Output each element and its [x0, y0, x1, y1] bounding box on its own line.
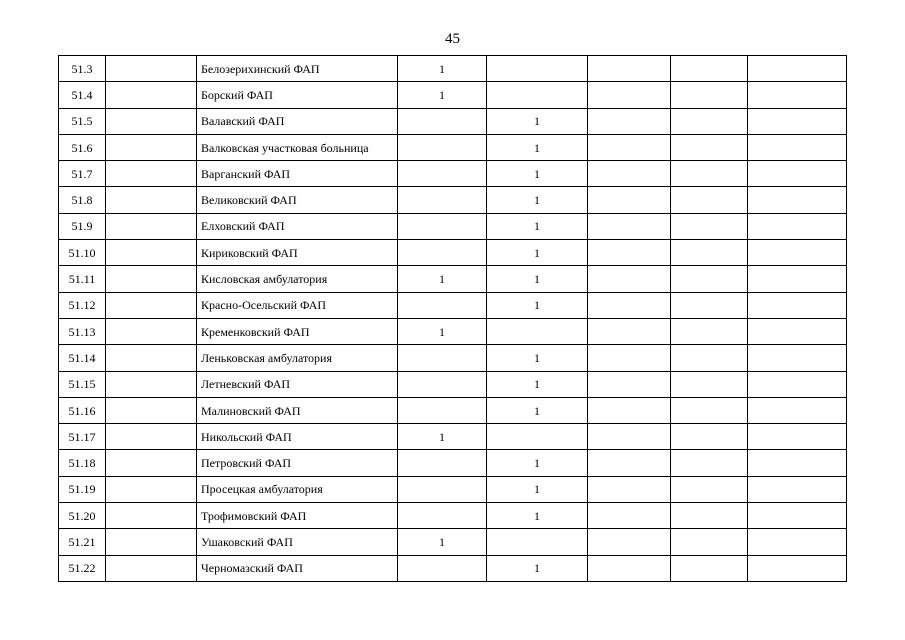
- row-number-cell: 51.21: [59, 529, 106, 555]
- table-row: [59, 187, 847, 213]
- empty-cell-col8: [748, 187, 847, 213]
- count-cell-col4: 1: [398, 318, 487, 344]
- empty-cell-col8: [748, 503, 847, 529]
- table-row: [59, 424, 847, 450]
- empty-cell-col8: [748, 266, 847, 292]
- facilities-table-container: [58, 55, 847, 582]
- empty-cell-col2: [106, 266, 197, 292]
- count-cell-col5: [487, 424, 588, 450]
- empty-cell-col7: [671, 529, 748, 555]
- empty-cell-col8: [748, 450, 847, 476]
- facility-name-cell: Черномазский ФАП: [197, 555, 398, 581]
- empty-cell-col7: [671, 476, 748, 502]
- empty-cell-col6: [588, 371, 671, 397]
- table-row: [59, 318, 847, 344]
- empty-cell-col8: [748, 424, 847, 450]
- empty-cell-col7: [671, 555, 748, 581]
- facility-name-cell: Великовский ФАП: [197, 187, 398, 213]
- facility-name-cell: Просецкая амбулатория: [197, 476, 398, 502]
- table-row: [59, 108, 847, 134]
- count-cell-col5: 1: [487, 213, 588, 239]
- table-row: [59, 503, 847, 529]
- count-cell-col4: [398, 187, 487, 213]
- facility-name-cell: Белозерихинский ФАП: [197, 56, 398, 82]
- count-cell-col4: [398, 161, 487, 187]
- count-cell-col5: 1: [487, 240, 588, 266]
- empty-cell-col7: [671, 187, 748, 213]
- empty-cell-col2: [106, 56, 197, 82]
- empty-cell-col8: [748, 292, 847, 318]
- count-cell-col5: [487, 56, 588, 82]
- empty-cell-col2: [106, 371, 197, 397]
- empty-cell-col2: [106, 292, 197, 318]
- count-cell-col5: [487, 318, 588, 344]
- empty-cell-col6: [588, 397, 671, 423]
- row-number-cell: 51.22: [59, 555, 106, 581]
- empty-cell-col8: [748, 345, 847, 371]
- empty-cell-col7: [671, 345, 748, 371]
- table-body: [59, 56, 847, 582]
- table-row: [59, 476, 847, 502]
- empty-cell-col6: [588, 82, 671, 108]
- empty-cell-col7: [671, 213, 748, 239]
- facility-name-cell: Кременковский ФАП: [197, 318, 398, 344]
- table-row: [59, 345, 847, 371]
- row-number-cell: 51.12: [59, 292, 106, 318]
- empty-cell-col2: [106, 213, 197, 239]
- empty-cell-col2: [106, 503, 197, 529]
- count-cell-col5: [487, 82, 588, 108]
- empty-cell-col7: [671, 56, 748, 82]
- empty-cell-col6: [588, 555, 671, 581]
- row-number-cell: 51.14: [59, 345, 106, 371]
- count-cell-col5: 1: [487, 555, 588, 581]
- row-number-cell: 51.13: [59, 318, 106, 344]
- empty-cell-col8: [748, 397, 847, 423]
- count-cell-col4: [398, 476, 487, 502]
- facility-name-cell: Борский ФАП: [197, 82, 398, 108]
- count-cell-col4: [398, 371, 487, 397]
- facility-name-cell: Леньковская амбулатория: [197, 345, 398, 371]
- row-number-cell: 51.19: [59, 476, 106, 502]
- facility-name-cell: Красно-Осельский ФАП: [197, 292, 398, 318]
- facility-name-cell: Малиновский ФАП: [197, 397, 398, 423]
- row-number-cell: 51.15: [59, 371, 106, 397]
- facility-name-cell: Ушаковский ФАП: [197, 529, 398, 555]
- empty-cell-col6: [588, 345, 671, 371]
- empty-cell-col2: [106, 555, 197, 581]
- empty-cell-col7: [671, 503, 748, 529]
- row-number-cell: 51.17: [59, 424, 106, 450]
- empty-cell-col2: [106, 529, 197, 555]
- table-row: [59, 134, 847, 160]
- count-cell-col4: [398, 134, 487, 160]
- table-row: [59, 555, 847, 581]
- empty-cell-col8: [748, 213, 847, 239]
- empty-cell-col8: [748, 529, 847, 555]
- empty-cell-col6: [588, 292, 671, 318]
- empty-cell-col6: [588, 529, 671, 555]
- count-cell-col4: [398, 108, 487, 134]
- empty-cell-col2: [106, 476, 197, 502]
- empty-cell-col2: [106, 108, 197, 134]
- empty-cell-col2: [106, 161, 197, 187]
- count-cell-col4: [398, 292, 487, 318]
- count-cell-col5: [487, 529, 588, 555]
- table-row: [59, 450, 847, 476]
- table-row: [59, 161, 847, 187]
- empty-cell-col2: [106, 345, 197, 371]
- empty-cell-col8: [748, 134, 847, 160]
- facility-name-cell: Варганский ФАП: [197, 161, 398, 187]
- empty-cell-col6: [588, 266, 671, 292]
- empty-cell-col6: [588, 318, 671, 344]
- count-cell-col5: 1: [487, 397, 588, 423]
- row-number-cell: 51.16: [59, 397, 106, 423]
- table-row: [59, 82, 847, 108]
- count-cell-col4: [398, 397, 487, 423]
- row-number-cell: 51.6: [59, 134, 106, 160]
- row-number-cell: 51.7: [59, 161, 106, 187]
- row-number-cell: 51.9: [59, 213, 106, 239]
- count-cell-col5: 1: [487, 266, 588, 292]
- table-row: [59, 240, 847, 266]
- empty-cell-col6: [588, 213, 671, 239]
- empty-cell-col6: [588, 450, 671, 476]
- table-row: [59, 213, 847, 239]
- row-number-cell: 51.11: [59, 266, 106, 292]
- empty-cell-col2: [106, 397, 197, 423]
- count-cell-col4: [398, 555, 487, 581]
- row-number-cell: 51.3: [59, 56, 106, 82]
- facilities-table: [58, 55, 847, 582]
- count-cell-col4: 1: [398, 266, 487, 292]
- count-cell-col4: 1: [398, 529, 487, 555]
- count-cell-col4: 1: [398, 56, 487, 82]
- empty-cell-col8: [748, 318, 847, 344]
- empty-cell-col7: [671, 450, 748, 476]
- row-number-cell: 51.18: [59, 450, 106, 476]
- empty-cell-col2: [106, 424, 197, 450]
- count-cell-col5: 1: [487, 476, 588, 502]
- row-number-cell: 51.10: [59, 240, 106, 266]
- count-cell-col4: [398, 503, 487, 529]
- count-cell-col5: 1: [487, 187, 588, 213]
- empty-cell-col8: [748, 476, 847, 502]
- empty-cell-col8: [748, 240, 847, 266]
- empty-cell-col8: [748, 555, 847, 581]
- row-number-cell: 51.8: [59, 187, 106, 213]
- empty-cell-col2: [106, 240, 197, 266]
- empty-cell-col6: [588, 503, 671, 529]
- empty-cell-col7: [671, 82, 748, 108]
- facility-name-cell: Валковская участковая больница: [197, 134, 398, 160]
- empty-cell-col8: [748, 108, 847, 134]
- empty-cell-col7: [671, 292, 748, 318]
- count-cell-col4: [398, 213, 487, 239]
- facility-name-cell: Кисловская амбулатория: [197, 266, 398, 292]
- empty-cell-col6: [588, 187, 671, 213]
- table-row: [59, 371, 847, 397]
- table-row: [59, 529, 847, 555]
- count-cell-col4: [398, 345, 487, 371]
- row-number-cell: 51.4: [59, 82, 106, 108]
- count-cell-col4: 1: [398, 424, 487, 450]
- empty-cell-col2: [106, 187, 197, 213]
- count-cell-col4: 1: [398, 82, 487, 108]
- facility-name-cell: Петровский ФАП: [197, 450, 398, 476]
- empty-cell-col7: [671, 318, 748, 344]
- empty-cell-col8: [748, 371, 847, 397]
- empty-cell-col8: [748, 82, 847, 108]
- row-number-cell: 51.5: [59, 108, 106, 134]
- empty-cell-col7: [671, 266, 748, 292]
- empty-cell-col7: [671, 240, 748, 266]
- count-cell-col4: [398, 240, 487, 266]
- empty-cell-col6: [588, 240, 671, 266]
- table-row: [59, 292, 847, 318]
- facility-name-cell: Никольский ФАП: [197, 424, 398, 450]
- empty-cell-col8: [748, 56, 847, 82]
- empty-cell-col2: [106, 318, 197, 344]
- table-row: [59, 266, 847, 292]
- facility-name-cell: Валавский ФАП: [197, 108, 398, 134]
- count-cell-col5: 1: [487, 371, 588, 397]
- count-cell-col5: 1: [487, 292, 588, 318]
- empty-cell-col7: [671, 161, 748, 187]
- empty-cell-col2: [106, 134, 197, 160]
- count-cell-col4: [398, 450, 487, 476]
- empty-cell-col6: [588, 56, 671, 82]
- facility-name-cell: Летневский ФАП: [197, 371, 398, 397]
- count-cell-col5: 1: [487, 134, 588, 160]
- empty-cell-col8: [748, 161, 847, 187]
- empty-cell-col7: [671, 134, 748, 160]
- empty-cell-col2: [106, 450, 197, 476]
- facility-name-cell: Трофимовский ФАП: [197, 503, 398, 529]
- count-cell-col5: 1: [487, 503, 588, 529]
- empty-cell-col7: [671, 371, 748, 397]
- count-cell-col5: 1: [487, 450, 588, 476]
- row-number-cell: 51.20: [59, 503, 106, 529]
- empty-cell-col7: [671, 424, 748, 450]
- table-row: [59, 56, 847, 82]
- count-cell-col5: 1: [487, 161, 588, 187]
- empty-cell-col6: [588, 161, 671, 187]
- count-cell-col5: 1: [487, 345, 588, 371]
- count-cell-col5: 1: [487, 108, 588, 134]
- empty-cell-col6: [588, 424, 671, 450]
- facility-name-cell: Елховский ФАП: [197, 213, 398, 239]
- empty-cell-col6: [588, 108, 671, 134]
- empty-cell-col2: [106, 82, 197, 108]
- facility-name-cell: Кириковский ФАП: [197, 240, 398, 266]
- empty-cell-col7: [671, 397, 748, 423]
- page-number: 45: [445, 31, 460, 47]
- empty-cell-col6: [588, 476, 671, 502]
- table-row: [59, 397, 847, 423]
- empty-cell-col6: [588, 134, 671, 160]
- empty-cell-col7: [671, 108, 748, 134]
